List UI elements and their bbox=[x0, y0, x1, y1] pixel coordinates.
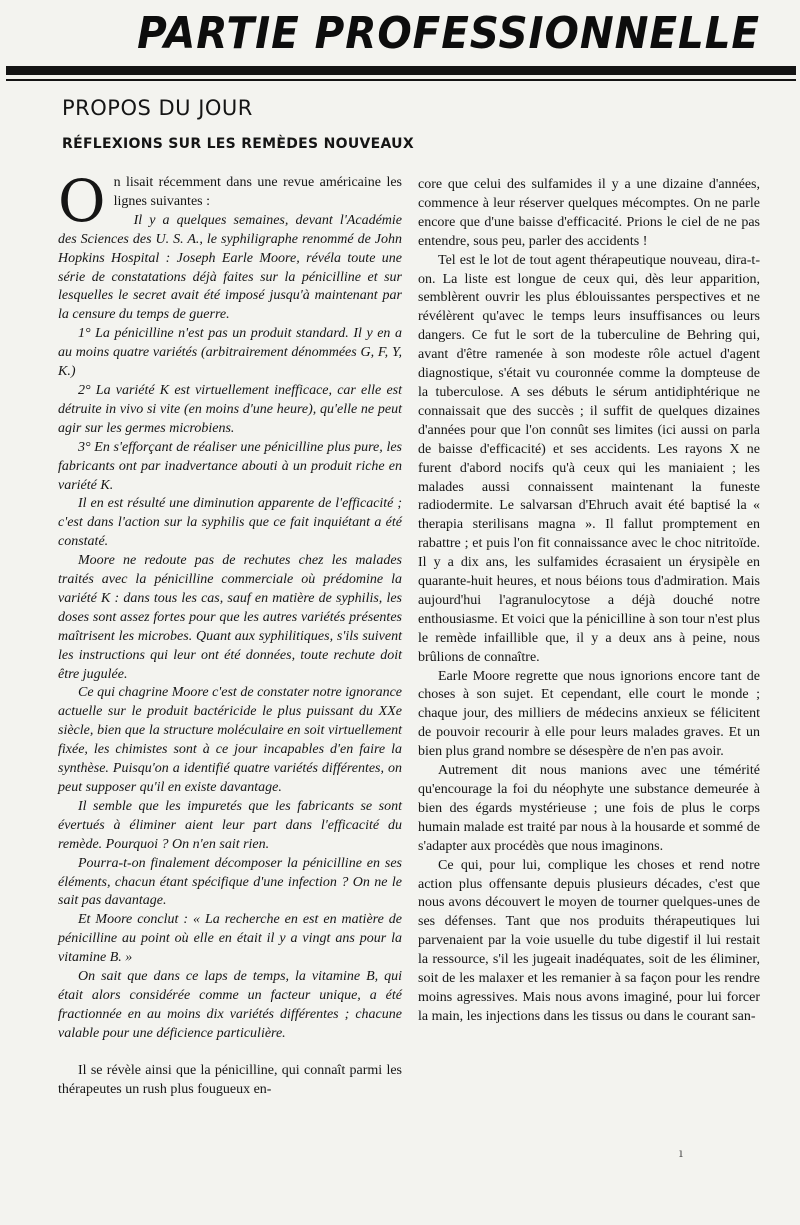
paragraph: 2° La variété K est virtuellement inefficace, car elle est détruite in vivo si vite (en moins d'une heure), qu'elle ne peut agir sur les germes microbiens. bbox=[58, 382, 402, 436]
margin-mark: ı bbox=[679, 1146, 683, 1160]
header-rule-thick bbox=[6, 66, 796, 75]
paragraph: Ce qui chagrine Moore c'est de constater notre ignorance actuelle sur le produit bactéricide le plus puissant du XXe siècle, bien que la structure moléculaire en soit virtuellement fixée, les chimistes sont à ce jour incapables d'en faire la synthèse. Puisqu'on a identifié quatre variétés différentes, on peut supposer qu'il en existe davantage. bbox=[58, 685, 402, 795]
paragraph: Il se révèle ainsi que la pénicilline, qui connaît parmi les thérapeutes un rush plus fougueux en- bbox=[58, 1062, 402, 1097]
left-column bbox=[58, 167, 402, 1100]
paragraph: Earle Moore regrette que nous ignorions encore tant de choses à son sujet. Et cependant, elle court le monde ; chaque jour, des milliers de médecins anxieux se félicitent de pouvoir recourir à elle pour leurs malades graves. Et un bien plus grand nombre se désespère de n'en pas avoir. bbox=[418, 668, 760, 760]
paragraph: Il y a quelques semaines, devant l'Académie des Sciences des U. S. A., le syphiligraphe renommé de John Hopkins Hospital : Joseph Earle Moore, révéla toute une série de constatations déjà faites sur la pénicilline et sur lesquelles le secret avait été imposé jusqu'à maintenant par la censure du temps de guerre. bbox=[58, 212, 402, 323]
section-title: PROPOS DU JOUR bbox=[62, 96, 253, 120]
article-title: RÉFLEXIONS SUR LES REMÈDES NOUVEAUX bbox=[62, 136, 414, 152]
paragraph: Il semble que les impuretés que les fabricants se sont évertués à éliminer aient leur part dans l'efficacité du remède. Pourquoi ? On n'en sait rien. bbox=[58, 798, 402, 852]
drop-cap: O bbox=[58, 167, 106, 235]
paragraph: Ce qui, pour lui, complique les choses et rend notre action plus offensante depuis plusieurs décades, c'est que nous avons découvert le moyen de tourner quelques-unes de ses défenses. Tant que nos produits thérapeutiques lui parvenaient par la voie usuelle du tube digestif il lui restait la ressource, s'il les jugeait inadéquates, soit de les éliminer, soit de les malaxer et les remanier à sa façon pour les rendre moins agressives. Mais nous avons imaginé, pour lui forcer la main, les injections dans les tissus ou dans le courant san- bbox=[418, 857, 760, 1024]
paragraph: Moore ne redoute pas de rechutes chez les malades traités avec la pénicilline commerciale où prédomine la variété K : dans tous les cas, sauf en matière de syphilis, les doses sont assez fortes pour que les autres variétés présentes maîtrisent les microbes. Quant aux syphilitiques, s'ils suivent les instructions qui leur ont été données, toute rechute doit être jugulée. bbox=[58, 553, 402, 682]
right-column bbox=[418, 176, 760, 1027]
paragraph: Tel est le lot de tout agent thérapeutique nouveau, dira-t-on. La liste est longue de ceux qui, dès leur apparition, semblèrent ouvrir les plus éblouissantes perspectives et ne révélèrent qu'avec le temps leurs insuffisances ou leurs dangers. Ce fut le sort de la tuberculine de Behring qui, avant d'être ramenée à son modeste rôle actuel d'agent diagnostique, s'était vu couronnée comme la dompteuse de la tuberculose. A ses débuts le sérum antidiphtérique ne connaissait que des succès ; il suffit de quelques dizaines d'années pour que l'on connût ses limites (ici aussi on parla de baisse d'efficacité) et ses accidents. Les rayons X ne furent d'abord nocifs qu'à ceux qui les maniaient ; les malades aussi connaissent maintenant la funeste radiodermite. Le salvarsan d'Ehruch avait été baptisé la « therapia sterilisans magna ». Il fallut promptement en rabattre ; et puis l'on fit connaissance avec le choc nitritoïde. Il y a dix ans, les sulfamides écrasaient un érysipèle en quarante-huit heures, et nous béions tous d'admiration. Mais aujourd'hui l'agranulocytose a déjà douché notre enthousiasme. Et voici que la pénicilline à son tour n'est plus le remède infaillible que, il y a deux ans à peine, nous brûlions de connaître. bbox=[418, 252, 760, 665]
header-rule-thin bbox=[6, 79, 796, 81]
paragraph: core que celui des sulfamides il y a une dizaine d'années, commence à leur réserver quelques mécomptes. On ne parle encore que d'une baisse d'efficacité. Prions le ciel de ne pas entendre, sous peu, parler des accidents ! bbox=[418, 177, 760, 249]
masthead bbox=[0, 0, 800, 64]
lead-paragraph bbox=[58, 167, 402, 235]
paragraph: Pourra-t-on finalement décomposer la pénicilline en ses éléments, chacun étant spécifique d'une infection ? On ne le sait pas davantage. bbox=[58, 855, 402, 909]
paragraph: Il en est résulté une diminution apparente de l'efficacité ; c'est dans l'action sur la syphilis que ce fait inquiétant a été constaté. bbox=[58, 496, 402, 550]
paragraph: On sait que dans ce laps de temps, la vitamine B, qui était alors considérée comme un facteur unique, a été fractionnée en au moins dix variétés différentes ; chacune valable pour une déficience particulière. bbox=[58, 969, 402, 1041]
lead-text: n lisait récemment dans une revue américaine les lignes suivantes : bbox=[113, 175, 402, 209]
paragraph: Et Moore conclut : « La recherche en est en matière de pénicilline au point où elle en était il y a vingt ans pour la vitamine B. » bbox=[58, 912, 402, 966]
paragraph: 3° En s'efforçant de réaliser une pénicilline plus pure, les fabricants ont par inadvertance abouti à un produit riche en variété K. bbox=[58, 439, 402, 493]
page-header-title: PARTIE PROFESSIONNELLE bbox=[137, 8, 760, 59]
paragraph: Autrement dit nous manions avec une témérité qu'encourage la foi du néophyte une substance demeurée à bien des égards mystérieuse ; une fois de plus le corps humain malade est traité par nous à la housarde et sommé de s'adapter aux procédès que nous imaginons. bbox=[418, 763, 760, 854]
paragraph: 1° La pénicilline n'est pas un produit standard. Il y en a au moins quatre variétés (arbitrairement dénommées G, F, Y, K.) bbox=[58, 326, 402, 380]
